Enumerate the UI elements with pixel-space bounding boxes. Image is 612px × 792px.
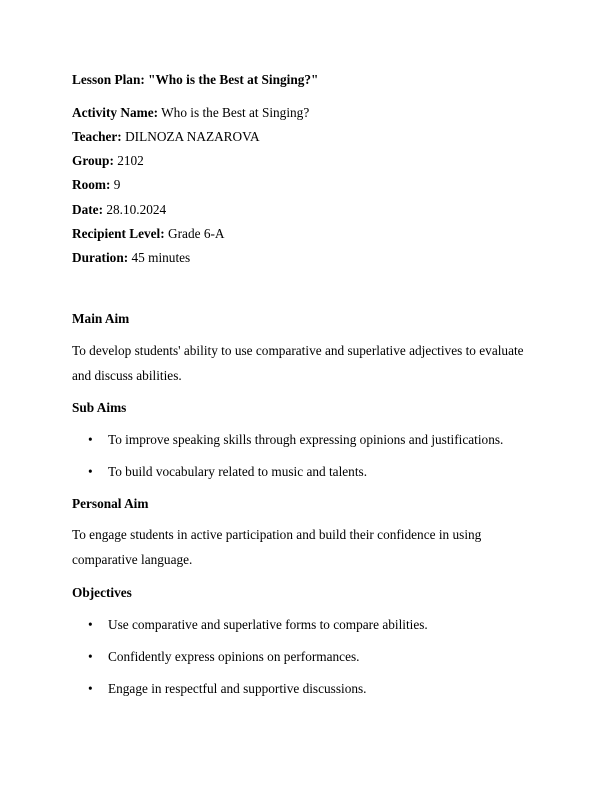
field-room (72, 177, 120, 193)
document-title: Lesson Plan: "Who is the Best at Singing?" (72, 72, 319, 87)
personal-aim-heading: Personal Aim (72, 496, 149, 511)
field-value: Who is the Best at Singing? (161, 105, 310, 120)
bullet-icon: • (88, 464, 93, 479)
field-label: Room: (72, 177, 111, 192)
field-label: Teacher: (72, 129, 122, 144)
field-value: 9 (113, 177, 121, 192)
bullet-icon: • (88, 681, 93, 696)
field-recipient-level (72, 226, 225, 242)
field-value: 28.10.2024 (106, 202, 167, 217)
personal-aim-text: To engage students in active participation and build their confidence in using comparative language. (72, 527, 482, 567)
field-label: Duration: (72, 250, 129, 265)
field-group (72, 153, 144, 169)
main-aim-text: To develop students' ability to use comparative and superlative adjectives to evaluate and discuss abilities. (72, 343, 524, 383)
field-value: 2102 (117, 153, 144, 168)
bullet-icon: • (88, 617, 93, 632)
field-date (72, 202, 166, 218)
field-label: Group: (72, 153, 114, 168)
field-label: Date: (72, 202, 104, 217)
field-value: Grade 6-A (168, 226, 225, 241)
sub-aims-heading: Sub Aims (72, 400, 127, 415)
field-label: Recipient Level: (72, 226, 165, 241)
field-label: Activity Name: (72, 105, 159, 120)
field-duration (72, 250, 190, 266)
field-teacher (72, 129, 260, 145)
field-value: 45 minutes (131, 250, 191, 265)
bullet-icon: • (88, 432, 93, 447)
field-value: DILNOZA NAZAROVA (125, 129, 260, 144)
bullet-icon: • (88, 649, 93, 664)
objectives-heading: Objectives (72, 585, 132, 600)
field-activity-name (72, 105, 309, 121)
main-aim-heading: Main Aim (72, 311, 130, 326)
